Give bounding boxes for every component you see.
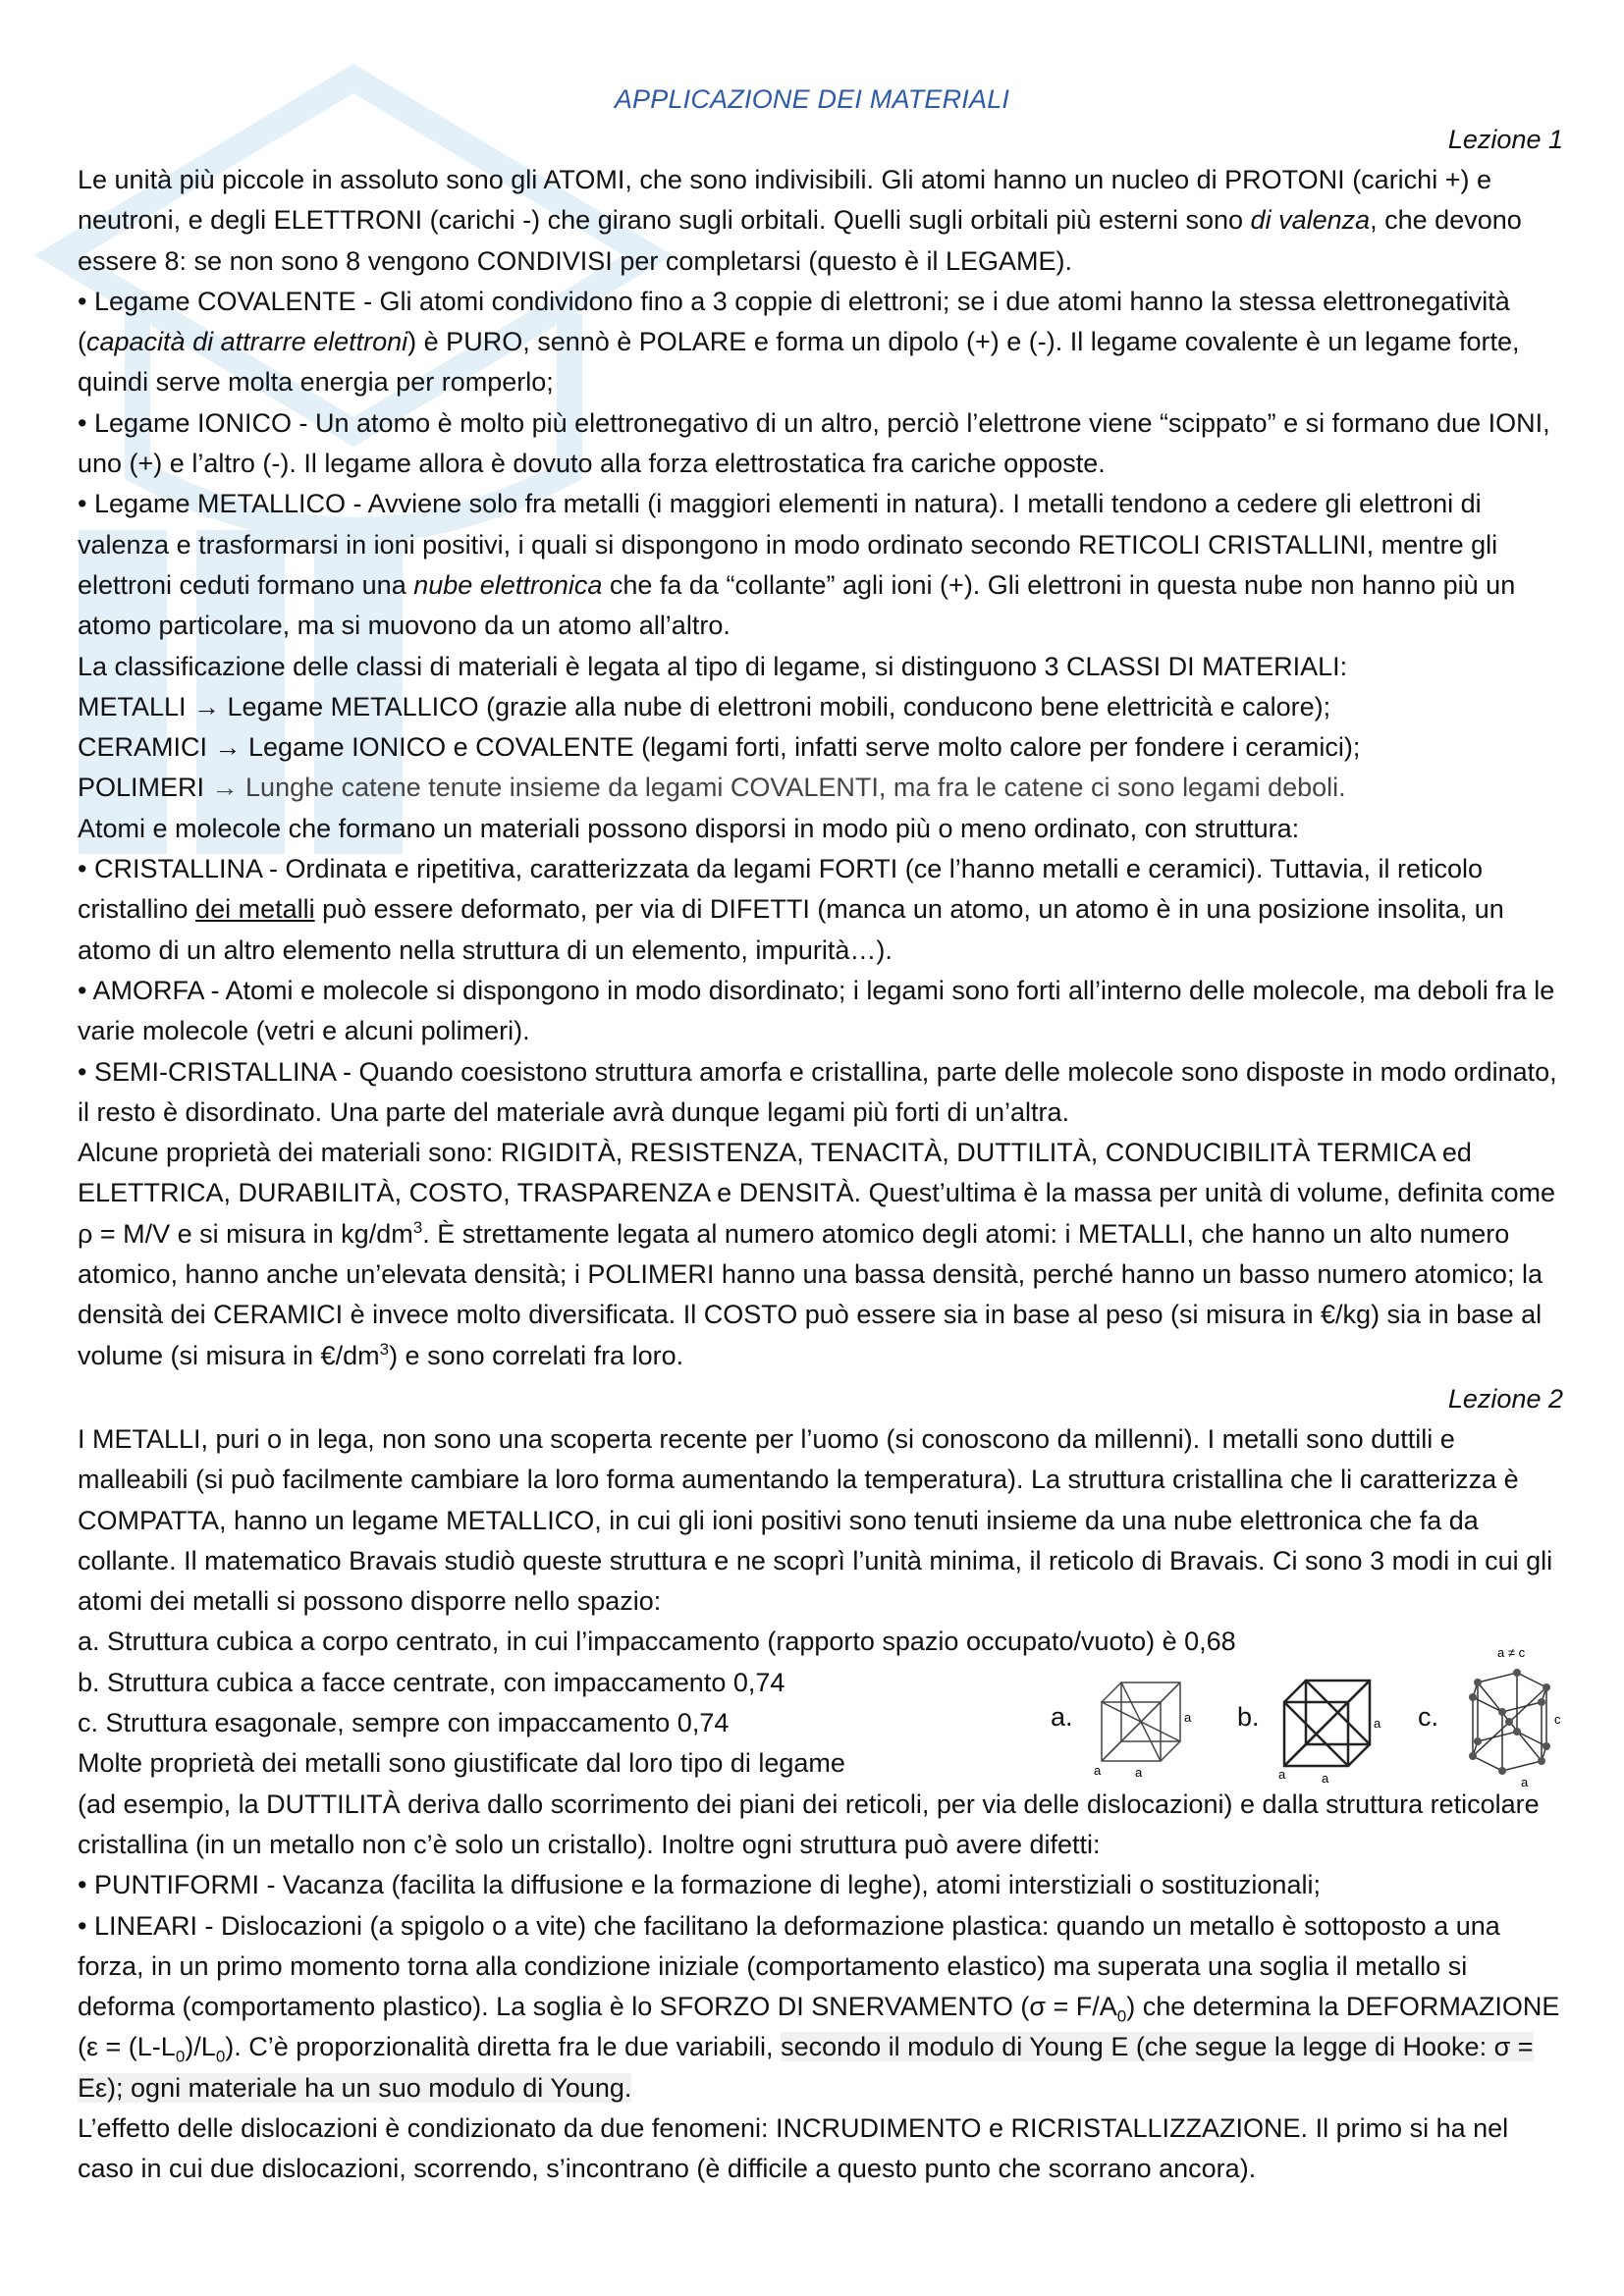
- paragraph-ionic: • Legame IONICO - Un atomo è molto più elettronegativo di un altro, perciò l’elettrone viene “scippato” e si formano due IONI, uno (+) e l’altro (-). Il legame allora è dovuto alla forza elettrostatica fra cariche opposte.: [78, 407, 1550, 479]
- paragraph-structure-intro: Atomi e molecole che formano un materiali possono disporsi in modo più o meno ordinato, con struttura:: [78, 813, 1300, 843]
- paragraph-class-intro: La classificazione delle classi di materiali è legata al tipo di legame, si distinguono 3 CLASSI DI MATERIALI:: [78, 651, 1348, 681]
- paragraph-point-defects: • PUNTIFORMI - Vacanza (facilita la diffusione e la formazione di leghe), atomi interstiziali o sostituzionali;: [78, 1870, 1321, 1900]
- lesson-1-body: [78, 160, 1560, 1376]
- svg-text:a ≠ c: a ≠ c: [1497, 1645, 1526, 1660]
- lesson-1-label: Lezione 1: [1447, 125, 1563, 154]
- lesson-2-body: [78, 1419, 1560, 2190]
- svg-text:a: a: [1278, 1767, 1286, 1782]
- paragraph-ductility: (ad esempio, la DUTTILITÀ deriva dallo scorrimento dei piani dei reticoli, per via delle dislocazioni) e dalla struttura reticolare cristallina (in un metallo non c’è solo un cristallo). Inoltre ogni struttura può avere difetti:: [78, 1789, 1540, 1859]
- page-title: APPLICAZIONE DEI MATERIALI: [614, 84, 1010, 114]
- structure-b: b. Struttura cubica a facce centrate, con impaccamento 0,74: [78, 1667, 785, 1697]
- figure-label-b: b.: [1237, 1702, 1260, 1732]
- svg-text:a: a: [1135, 1765, 1143, 1780]
- structure-c: c. Struttura esagonale, sempre con impaccamento 0,74: [78, 1708, 730, 1738]
- svg-text:a: a: [1374, 1716, 1381, 1731]
- crystal-structures-figure: [1021, 1645, 1571, 1802]
- paragraph-linear-defects: • LINEARI - Dislocazioni (a spigolo o a vite) che facilitano la deformazione plastica: quando un metallo è sottoposto a una forza, in un primo momento torna alla condizione iniziale (comportamento elastico) ma superata una soglia il metallo si deforma (comportamento plastico). La soglia è lo SFORZO DI SNERVAMENTO $(\sigma = F/A_0)$ che determina la DEFORMAZIONE $(\varepsilon = (L-L_0)/L_0)$. C’è proporzionalità diretta fra le due variabili, secondo il modulo di Young E (che segue la legge di Hooke: σ = Eε); ogni materiale ha un suo modulo di Young.: [78, 1910, 1560, 2103]
- paragraph-hardening: L’effetto delle dislocazioni è condizionato da due fenomeni: INCRUDIMENTO e RICRISTALLIZZAZIONE. Il primo si ha nel caso in cui due dislocazioni, scorrendo, s’incontrano (è difficile a questo punto che scorrano ancora).: [78, 2113, 1509, 2184]
- paragraph-metals-intro: I METALLI, puri o in lega, non sono una scoperta recente per l’uomo (si conoscono da millenni). I metalli sono duttili e malleabili (si può facilmente cambiare la loro forma aumentando la temperatura). La struttura cristallina che li caratterizza è COMPATTA, hanno un legame METALLICO, in cui gli ioni positivi sono tenuti insieme da una nube elettronica che fa da collante. Il matematico Bravais studiò queste struttura e ne scoprì l’unità minima, il reticolo di Bravais. Ci sono 3 modi in cui gli atomi dei metalli si possono disporre nello spazio:: [78, 1424, 1553, 1617]
- paragraph-covalent: • Legame COVALENTE - Gli atomi condividono fino a 3 coppie di elettroni; se i due atomi hanno la stessa elettronegatività (capacità di attrarre elettroni) è PURO, sennò è POLARE e forma un dipolo (+) e (-). Il legame covalente è un legame forte, quindi serve molta energia per romperlo;: [78, 286, 1520, 398]
- hcp-hexagon-icon: [1448, 1643, 1571, 1790]
- figure-label-c: c.: [1418, 1702, 1439, 1732]
- bcc-cube-icon: [1092, 1673, 1200, 1781]
- paragraph-class-metalli: METALLI → Legame METALLICO (grazie alla nube di elettroni mobili, conducono bene elettricità e calore);: [78, 691, 1331, 721]
- lesson-2-label: Lezione 2: [1447, 1384, 1563, 1414]
- figure-label-a: a.: [1051, 1702, 1073, 1732]
- fcc-cube-icon: [1274, 1673, 1387, 1786]
- paragraph-properties: Alcune proprietà dei materiali sono: RIGIDITÀ, RESISTENZA, TENACITÀ, DUTTILITÀ, CONDUCIBILITÀ TERMICA ed ELETTRICA, DURABILITÀ, COSTO, TRASPARENZA e DENSITÀ. Quest’ultima è la massa per unità di volume, definita come ρ = M/V e si misura in $kg/dm^3$. È strettamente legata al numero atomico degli atomi: i METALLI, che hanno un alto numero atomico, hanno anche un’elevata densità; i POLIMERI hanno una bassa densità, perché hanno un basso numero atomico; la densità dei CERAMICI è invece molto diversificata. Il COSTO può essere sia in base al peso (si misura in €/kg) sia in base al volume (si misura in $€/dm^3$) e sono correlati fra loro.: [78, 1138, 1556, 1370]
- paragraph-crystalline: • CRISTALLINA - Ordinata e ripetitiva, caratterizzata da legami FORTI (ce l’hanno metalli e ceramici). Tuttavia, il reticolo cristallino dei metalli può essere deformato, per via di DIFETTI (manca un atomo, un atomo è in una posizione insolita, un atomo di un altro elemento nella struttura di un elemento, impurità…).: [78, 854, 1504, 965]
- paragraph-amorphous: • AMORFA - Atomi e molecole si dispongono in modo disordinato; i legami sono forti all’interno delle molecole, ma deboli fra le varie molecole (vetri e alcuni polimeri).: [78, 975, 1555, 1046]
- structure-a: a. Struttura cubica a corpo centrato, in cui l’impaccamento (rapporto spazio occupato/vuoto) è 0,68: [78, 1627, 1236, 1657]
- paragraph-semicrystalline: • SEMI-CRISTALLINA - Quando coesistono struttura amorfa e cristallina, parte delle molecole sono disposte in modo ordinato, il resto è disordinato. Una parte del materiale avrà dunque legami più forti di un’altra.: [78, 1056, 1557, 1127]
- paragraph-class-polimeri: POLIMERI → Lunghe catene tenute insieme da legami COVALENTI, ma fra le catene ci sono legami deboli.: [78, 773, 1346, 803]
- paragraph-metallic: • Legame METALLICO - Avviene solo fra metalli (i maggiori elementi in natura). I metalli tendono a cedere gli elettroni di valenza e trasformarsi in ioni positivi, i quali si dispongono in modo ordinato secondo RETICOLI CRISTALLINI, mentre gli elettroni ceduti formano una nube elettronica che fa da “collante” agli ioni (+). Gli elettroni in questa nube non hanno più un atomo particolare, ma si muovono da un atomo all’altro.: [78, 489, 1516, 641]
- svg-text:c: c: [1554, 1712, 1561, 1727]
- svg-text:a: a: [1322, 1771, 1329, 1786]
- paragraph-class-ceramici: CERAMICI → Legame IONICO e COVALENTE (legami forti, infatti serve molto calore per fondere i ceramici);: [78, 732, 1361, 763]
- paragraph-atoms: Le unità più piccole in assoluto sono gli ATOMI, che sono indivisibili. Gli atomi hanno un nucleo di PROTONI (carichi +) e neutroni, e degli ELETTRONI (carichi -) che girano sugli orbitali. Quelli sugli orbitali più esterni sono di valenza, che devono essere 8: se non sono 8 vengono CONDIVISI per completarsi (questo è il LEGAME).: [78, 165, 1522, 276]
- svg-text:a: a: [1184, 1710, 1192, 1725]
- svg-text:a: a: [1094, 1763, 1102, 1778]
- paragraph-metal-properties: Molte proprietà dei metalli sono giustificate dal loro tipo di legame: [78, 1748, 845, 1779]
- svg-text:a: a: [1521, 1775, 1529, 1789]
